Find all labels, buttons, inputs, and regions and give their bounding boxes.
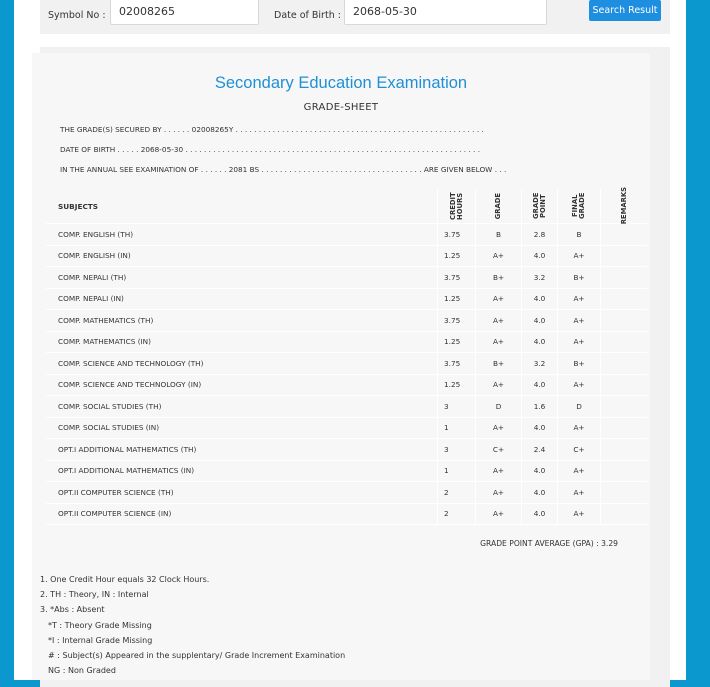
note-item: # : Subject(s) Appeared in the supplentary/ Grade Increment Examination xyxy=(48,651,346,661)
subject-cell: COMP. SOCIAL STUDIES (TH) xyxy=(46,396,438,418)
remarks-cell xyxy=(601,224,648,246)
grade-point-cell: 4.0 xyxy=(522,288,558,310)
final-grade-cell: A+ xyxy=(558,245,601,267)
grade-cell: A+ xyxy=(476,417,522,439)
dob-input[interactable]: 2068-05-30 xyxy=(344,0,547,25)
remarks-cell xyxy=(601,245,648,267)
subject-cell: OPT.I ADDITIONAL MATHEMATICS (IN) xyxy=(46,460,438,482)
grade-point-cell: 4.0 xyxy=(522,417,558,439)
remarks-cell xyxy=(601,353,648,375)
grade-point-cell: 4.0 xyxy=(522,245,558,267)
final-grade-cell: A+ xyxy=(558,503,601,525)
table-row xyxy=(46,439,647,461)
dob-label: Date of Birth : xyxy=(274,10,341,21)
final-grade-cell: D xyxy=(558,396,601,418)
note-item: *T : Theory Grade Missing xyxy=(48,620,152,630)
grade-cell: A+ xyxy=(476,503,522,525)
grade-point-cell: 4.0 xyxy=(522,482,558,504)
grade-point-cell: 2.8 xyxy=(522,224,558,246)
credit-hours-cell: 2 xyxy=(438,503,476,525)
note-item: NG : Non Graded xyxy=(48,666,116,676)
final-grade-cell: A+ xyxy=(558,310,601,332)
exam-title: Secondary Education Examination xyxy=(214,74,468,92)
grade-point-cell: 4.0 xyxy=(522,374,558,396)
header-credit-hours: CREDIT HOURS xyxy=(438,189,476,224)
grade-point-cell: 2.4 xyxy=(522,439,558,461)
grade-sheet-heading: GRADE-SHEET xyxy=(303,102,379,113)
subject-cell: COMP. SCIENCE AND TECHNOLOGY (TH) xyxy=(46,353,438,375)
subject-cell: COMP. MATHEMATICS (TH) xyxy=(46,310,438,332)
table-row xyxy=(46,353,647,375)
subject-cell: COMP. NEPALI (IN) xyxy=(46,288,438,310)
footnotes xyxy=(40,572,345,678)
grade-point-cell: 4.0 xyxy=(522,460,558,482)
subject-cell: COMP. NEPALI (TH) xyxy=(46,267,438,289)
table-row xyxy=(46,460,647,482)
grade-point-cell: 4.0 xyxy=(522,331,558,353)
credit-hours-cell: 1.25 xyxy=(438,245,476,267)
final-grade-cell: B xyxy=(558,224,601,246)
note-item: 1. One Credit Hour equals 32 Clock Hours. xyxy=(40,575,210,584)
credit-hours-cell: 2 xyxy=(438,482,476,504)
final-grade-cell: A+ xyxy=(558,482,601,504)
grade-cell: A+ xyxy=(476,374,522,396)
credit-hours-cell: 3.75 xyxy=(438,353,476,375)
note-item: 2. TH : Theory, IN : Internal xyxy=(40,590,149,600)
final-grade-cell: C+ xyxy=(558,439,601,461)
final-grade-cell: A+ xyxy=(558,417,601,439)
table-row xyxy=(46,482,647,504)
remarks-cell xyxy=(601,439,648,461)
secured-by-line: THE GRADE(S) SECURED BY . . . . . . 02008265Y . . . . . . . . . . . . . . . . . . . . . . . . . . . . . . . . . . . . . . . . . . . . . . . . . . . . . . xyxy=(60,125,484,134)
table-row xyxy=(46,503,647,525)
header-subjects: SUBJECTS xyxy=(46,189,438,224)
grade-cell: B+ xyxy=(476,267,522,289)
table-header-row xyxy=(46,189,647,224)
remarks-cell xyxy=(601,288,648,310)
grade-point-cell: 3.2 xyxy=(522,267,558,289)
final-grade-cell: B+ xyxy=(558,267,601,289)
table-row xyxy=(46,288,647,310)
subject-cell: COMP. MATHEMATICS (IN) xyxy=(46,331,438,353)
credit-hours-cell: 3.75 xyxy=(438,310,476,332)
table-row xyxy=(46,224,647,246)
credit-hours-cell: 3 xyxy=(438,439,476,461)
subject-cell: COMP. ENGLISH (TH) xyxy=(46,224,438,246)
credit-hours-cell: 3.75 xyxy=(438,267,476,289)
grade-point-cell: 3.2 xyxy=(522,353,558,375)
exam-year-line: IN THE ANNUAL SEE EXAMINATION OF . . . . . . 2081 BS . . . . . . . . . . . . . . . . . . . . . . . . . . . . . . . . . . . ARE GIVEN BELOW . . . xyxy=(60,165,507,174)
note-item: *I : Internal Grade Missing xyxy=(48,635,153,645)
grade-cell: B+ xyxy=(476,353,522,375)
credit-hours-cell: 1.25 xyxy=(438,331,476,353)
final-grade-cell: A+ xyxy=(558,460,601,482)
dob-line: DATE OF BIRTH . . . . . 2068-05-30 . . . . . . . . . . . . . . . . . . . . . . . . . . . . . . . . . . . . . . . . . . . . . . . . . . . . . . . . . . . . . . . . xyxy=(60,145,481,154)
grade-point-cell: 4.0 xyxy=(522,503,558,525)
grade-point-cell: 4.0 xyxy=(522,310,558,332)
final-grade-cell: A+ xyxy=(558,331,601,353)
credit-hours-cell: 3.75 xyxy=(438,224,476,246)
remarks-cell xyxy=(601,267,648,289)
credit-hours-cell: 1 xyxy=(438,460,476,482)
gpa-summary: GRADE POINT AVERAGE (GPA) : 3.29 xyxy=(480,539,618,548)
remarks-cell xyxy=(601,417,648,439)
grade-cell: C+ xyxy=(476,439,522,461)
grade-cell: A+ xyxy=(476,331,522,353)
table-row xyxy=(46,245,647,267)
grade-cell: A+ xyxy=(476,245,522,267)
subject-cell: OPT.I ADDITIONAL MATHEMATICS (TH) xyxy=(46,439,438,461)
subject-cell: COMP. SCIENCE AND TECHNOLOGY (IN) xyxy=(46,374,438,396)
grades-table xyxy=(46,189,647,525)
remarks-cell xyxy=(601,374,648,396)
header-grade-point: GRADE POINT xyxy=(522,189,558,224)
table-row xyxy=(46,267,647,289)
symbol-input[interactable]: 02008265 xyxy=(110,0,259,25)
table-row xyxy=(46,331,647,353)
grade-cell: A+ xyxy=(476,310,522,332)
remarks-cell xyxy=(601,331,648,353)
remarks-cell xyxy=(601,310,648,332)
subject-cell: OPT.II COMPUTER SCIENCE (IN) xyxy=(46,503,438,525)
final-grade-cell: A+ xyxy=(558,374,601,396)
symbol-label: Symbol No : xyxy=(48,10,106,21)
credit-hours-cell: 1.25 xyxy=(438,374,476,396)
subject-cell: OPT.II COMPUTER SCIENCE (TH) xyxy=(46,482,438,504)
table-row xyxy=(46,310,647,332)
grade-cell: A+ xyxy=(476,482,522,504)
final-grade-cell: B+ xyxy=(558,353,601,375)
remarks-cell xyxy=(601,460,648,482)
grade-cell: B xyxy=(476,224,522,246)
grade-cell: A+ xyxy=(476,288,522,310)
remarks-cell xyxy=(601,503,648,525)
credit-hours-cell: 1.25 xyxy=(438,288,476,310)
final-grade-cell: A+ xyxy=(558,288,601,310)
grade-cell: D xyxy=(476,396,522,418)
search-result-button[interactable]: Search Result xyxy=(589,0,661,21)
header-final-grade: FINAL GRADE xyxy=(558,189,601,224)
table-row xyxy=(46,417,647,439)
header-remarks: REMARKS xyxy=(601,189,648,224)
credit-hours-cell: 1 xyxy=(438,417,476,439)
grade-cell: A+ xyxy=(476,460,522,482)
header-grade: GRADE xyxy=(476,189,522,224)
subject-cell: COMP. SOCIAL STUDIES (IN) xyxy=(46,417,438,439)
table-row xyxy=(46,374,647,396)
grade-sheet-card xyxy=(32,53,650,680)
note-item: 3. *Abs : Absent xyxy=(40,605,105,615)
search-bar xyxy=(40,0,670,34)
table-row xyxy=(46,396,647,418)
subject-cell: COMP. ENGLISH (IN) xyxy=(46,245,438,267)
grade-point-cell: 1.6 xyxy=(522,396,558,418)
remarks-cell xyxy=(601,482,648,504)
remarks-cell xyxy=(601,396,648,418)
credit-hours-cell: 3 xyxy=(438,396,476,418)
